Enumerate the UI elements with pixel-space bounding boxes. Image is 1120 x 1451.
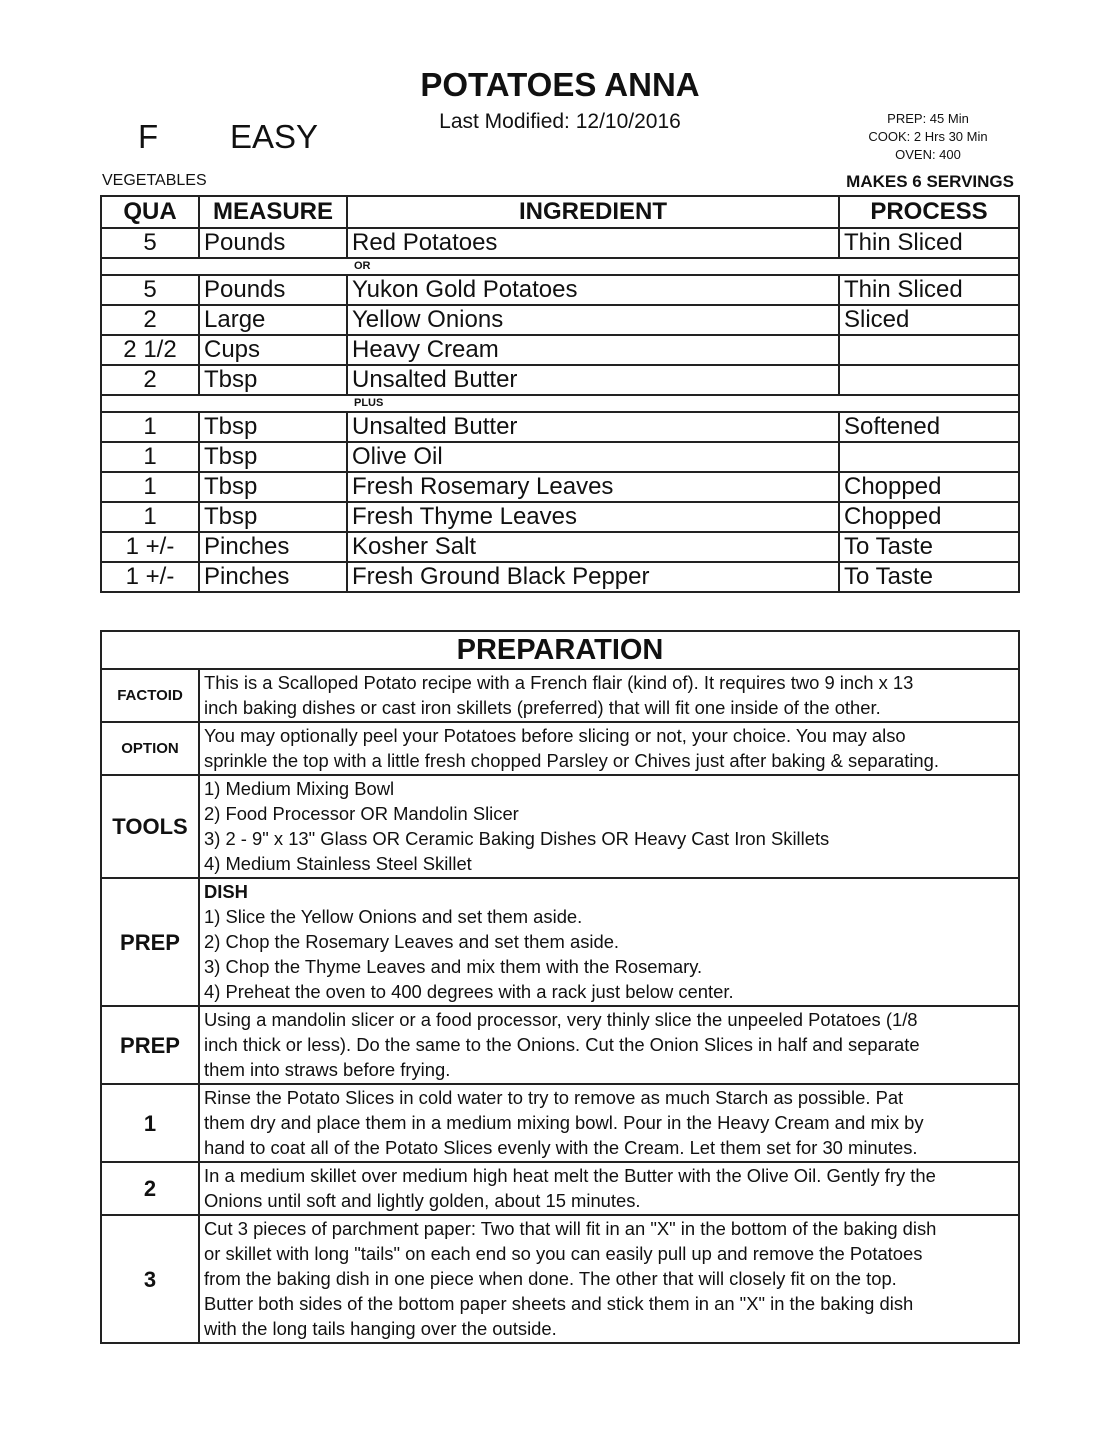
ingredient-process: Chopped [839, 472, 1019, 502]
ingredient-measure: Large [199, 305, 347, 335]
ingredient-row [101, 305, 1019, 335]
ingredient-measure: Tbsp [199, 502, 347, 532]
text-line: inch thick or less). Do the same to the Onions. Cut the Onion Slices in half and separate [204, 1034, 920, 1055]
ingredient-row [101, 502, 1019, 532]
text-line: In a medium skillet over medium high heat melt the Butter with the Olive Oil. Gently fry the [204, 1165, 936, 1186]
text-line: 1) Slice the Yellow Onions and set them aside. [204, 906, 583, 927]
ingredient-process: Thin Sliced [839, 228, 1019, 258]
prep-row-step-1 [101, 1084, 1019, 1162]
text-line: Cut 3 pieces of parchment paper: Two that will fit in an "X" in the bottom of the baking dish [204, 1218, 937, 1239]
column-header-process: PROCESS [839, 196, 1019, 228]
ingredient-name: Yellow Onions [347, 305, 839, 335]
text-line: sprinkle the top with a little fresh chopped Parsley or Chives just after baking & separating. [204, 750, 939, 771]
text-line: 1) Medium Mixing Bowl [204, 778, 395, 799]
row-text [199, 1162, 1019, 1215]
ingredient-row [101, 275, 1019, 305]
prep-time: PREP: 45 Min [887, 111, 969, 126]
ingredient-name: Kosher Salt [347, 532, 839, 562]
ingredient-measure: Cups [199, 335, 347, 365]
ingredient-row [101, 442, 1019, 472]
ingredient-row [101, 228, 1019, 258]
prep-row-dish [101, 878, 1019, 1006]
ingredient-measure: Tbsp [199, 472, 347, 502]
cook-time: COOK: 2 Hrs 30 Min [868, 129, 988, 144]
ingredients-table [100, 195, 1020, 593]
text-line: them dry and place them in a medium mixing bowl. Pour in the Heavy Cream and mix by [204, 1112, 924, 1133]
row-text [199, 1215, 1019, 1343]
ingredient-qty: 1 +/- [101, 562, 199, 592]
ingredient-name: Unsalted Butter [347, 365, 839, 395]
ingredients-header-row [101, 196, 1019, 228]
row-text [199, 1006, 1019, 1084]
time-info [828, 110, 1028, 164]
ingredient-measure: Tbsp [199, 365, 347, 395]
ingredient-process: Sliced [839, 305, 1019, 335]
preparation-header-row [101, 631, 1019, 669]
ingredient-process: To Taste [839, 562, 1019, 592]
ingredient-row [101, 472, 1019, 502]
row-text [199, 1084, 1019, 1162]
separator-label: OR [354, 260, 371, 272]
recipe-category: VEGETABLES [102, 172, 207, 189]
text-line: Rinse the Potato Slices in cold water to try to remove as much Starch as possible. Pat [204, 1087, 904, 1108]
ingredient-process: Softened [839, 412, 1019, 442]
row-label: PREP [101, 1006, 199, 1084]
ingredient-row [101, 412, 1019, 442]
column-header-measure: MEASURE [199, 196, 347, 228]
column-header-ingredient: INGREDIENT [347, 196, 839, 228]
row-text [199, 722, 1019, 775]
ingredient-row [101, 532, 1019, 562]
ingredient-row [101, 365, 1019, 395]
text-line: inch baking dishes or cast iron skillets (preferred) that will fit one inside of the other. [204, 697, 881, 718]
prep-row-step-2 [101, 1162, 1019, 1215]
ingredient-row [101, 335, 1019, 365]
ingredient-process: Chopped [839, 502, 1019, 532]
row-text [199, 775, 1019, 878]
prep-row-tools [101, 775, 1019, 878]
ingredient-measure: Pounds [199, 228, 347, 258]
text-line: 3) Chop the Thyme Leaves and mix them with the Rosemary. [204, 956, 703, 977]
ingredient-name: Fresh Rosemary Leaves [347, 472, 839, 502]
ingredient-name: Unsalted Butter [347, 412, 839, 442]
text-line: 2) Food Processor OR Mandolin Slicer [204, 803, 519, 824]
ingredient-name: Red Potatoes [347, 228, 839, 258]
oven-temp: OVEN: 400 [895, 147, 961, 162]
ingredient-measure: Tbsp [199, 412, 347, 442]
ingredient-process [839, 365, 1019, 395]
recipe-grade: F [138, 118, 159, 155]
ingredient-process: Thin Sliced [839, 275, 1019, 305]
column-header-qua: QUA [101, 196, 199, 228]
text-line: 3) 2 - 9" x 13" Glass OR Ceramic Baking Dishes OR Heavy Cast Iron Skillets [204, 828, 830, 849]
servings: MAKES 6 SERVINGS [846, 172, 1014, 191]
text-line: them into straws before frying. [204, 1059, 451, 1080]
ingredient-name: Fresh Thyme Leaves [347, 502, 839, 532]
separator-label: PLUS [354, 397, 384, 409]
text-line: Onions until soft and lightly golden, about 15 minutes. [204, 1190, 641, 1211]
row-text [199, 878, 1019, 1006]
text-line: from the baking dish in one piece when done. The other that will closely fit on the top. [204, 1268, 897, 1289]
text-line: hand to coat all of the Potato Slices evenly with the Cream. Let them set for 30 minutes. [204, 1137, 918, 1158]
text-line: 4) Medium Stainless Steel Skillet [204, 853, 472, 874]
prep-row-factoid [101, 669, 1019, 722]
ingredient-qty: 1 [101, 472, 199, 502]
recipe-title: POTATOES ANNA [420, 66, 700, 103]
ingredient-qty: 5 [101, 275, 199, 305]
row-label: 3 [101, 1215, 199, 1343]
ingredient-qty: 5 [101, 228, 199, 258]
row-label: 1 [101, 1084, 199, 1162]
ingredient-qty: 1 [101, 442, 199, 472]
ingredient-qty: 1 +/- [101, 532, 199, 562]
subheading: DISH [204, 881, 248, 902]
ingredient-qty: 1 [101, 502, 199, 532]
preparation-heading: PREPARATION [101, 631, 1019, 669]
ingredient-measure: Pinches [199, 562, 347, 592]
separator-row-plus [101, 395, 1019, 412]
ingredient-name: Olive Oil [347, 442, 839, 472]
text-line: 2) Chop the Rosemary Leaves and set them aside. [204, 931, 620, 952]
ingredient-name: Yukon Gold Potatoes [347, 275, 839, 305]
row-label: 2 [101, 1162, 199, 1215]
row-label: OPTION [101, 722, 199, 775]
separator-row-or [101, 258, 1019, 275]
row-text [199, 669, 1019, 722]
prep-row-option [101, 722, 1019, 775]
ingredient-qty: 2 [101, 365, 199, 395]
last-modified: Last Modified: 12/10/2016 [439, 110, 681, 133]
row-label: FACTOID [101, 669, 199, 722]
prep-row-step-3 [101, 1215, 1019, 1343]
text-line: This is a Scalloped Potato recipe with a French flair (kind of). It requires two 9 inch x 13 [204, 672, 914, 693]
ingredient-process [839, 335, 1019, 365]
text-line: or skillet with long "tails" on each end so you can easily pull up and remove the Potatoes [204, 1243, 923, 1264]
ingredient-qty: 2 [101, 305, 199, 335]
text-line: Butter both sides of the bottom paper sheets and stick them in an "X" in the baking dish [204, 1293, 914, 1314]
ingredient-process [839, 442, 1019, 472]
ingredient-name: Fresh Ground Black Pepper [347, 562, 839, 592]
text-line: You may optionally peel your Potatoes before slicing or not, your choice. You may also [204, 725, 906, 746]
text-line: Using a mandolin slicer or a food processor, very thinly slice the unpeeled Potatoes (1/8 [204, 1009, 918, 1030]
text-line: 4) Preheat the oven to 400 degrees with a rack just below center. [204, 981, 734, 1002]
ingredient-measure: Pinches [199, 532, 347, 562]
row-label: PREP [101, 878, 199, 1006]
ingredient-measure: Pounds [199, 275, 347, 305]
ingredient-measure: Tbsp [199, 442, 347, 472]
difficulty-level: EASY [230, 118, 319, 155]
ingredient-name: Heavy Cream [347, 335, 839, 365]
ingredient-qty: 1 [101, 412, 199, 442]
preparation-table [100, 630, 1020, 1344]
text-line: with the long tails hanging over the outside. [204, 1318, 557, 1339]
ingredient-process: To Taste [839, 532, 1019, 562]
ingredient-row [101, 562, 1019, 592]
prep-row-slicing [101, 1006, 1019, 1084]
ingredient-qty: 2 1/2 [101, 335, 199, 365]
row-label: TOOLS [101, 775, 199, 878]
